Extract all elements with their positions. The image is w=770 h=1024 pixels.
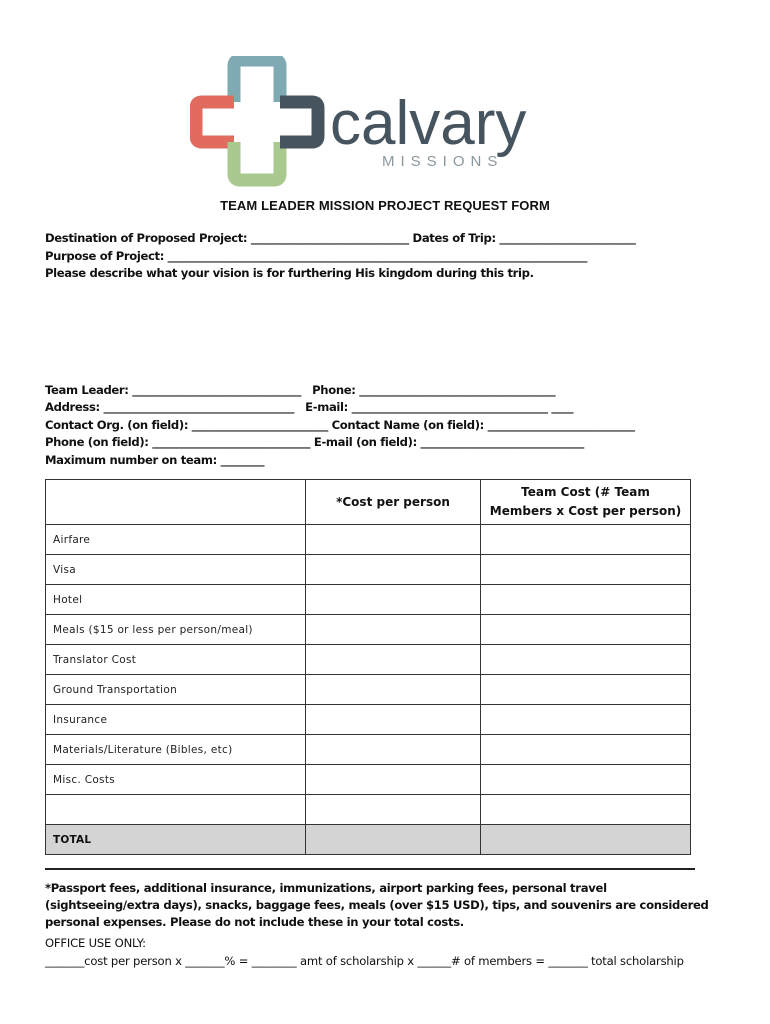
scholarship-calculation-line[interactable]: _______cost per person x _______% = ________ amt of scholarship x ______# of members = _______ total scholarship [45,954,684,968]
logo-cross-right-icon [280,102,318,142]
team-cost-cell[interactable] [481,585,691,615]
row-label: Hotel [46,585,306,615]
row-label: Translator Cost [46,645,306,675]
cost-cell[interactable] [306,645,481,675]
team-cost-cell[interactable] [481,555,691,585]
total-label: TOTAL [46,825,306,855]
team-cost-cell[interactable] [481,765,691,795]
office-use-section [45,934,710,970]
contact-org-name-line[interactable]: Contact Org. (on field): _________________________ Contact Name (on field): ___________________________ [45,418,635,432]
vision-answer-area[interactable] [45,285,695,380]
purpose-line[interactable]: Purpose of Project: _____________________________________________________________________________ [45,249,588,263]
field-phone-email-line[interactable]: Phone (on field): _____________________________ E-mail (on field): ______________________________ [45,435,584,449]
logo-cross-top-icon [234,60,280,102]
team-cost-cell[interactable] [481,795,691,825]
cost-cell[interactable] [306,765,481,795]
table-row [46,735,691,765]
logo-brand-text: calvary [330,89,527,158]
address-email-line[interactable]: Address: ___________________________________ E-mail: ____________________________________ ____ [45,400,574,414]
divider [45,868,695,870]
total-row [46,825,691,855]
row-label[interactable] [46,795,306,825]
personal-expenses-note: *Passport fees, additional insurance, immunizations, airport parking fees, personal travel (sightseeing/extra days), snacks, baggage fees, meals (over $15 USD), tips, and souvenirs are considered personal expenses. Please do not include these in your total costs. [45,881,709,929]
table-row [46,525,691,555]
row-label: Ground Transportation [46,675,306,705]
logo-subtitle-text: MISSIONS [382,153,504,170]
cost-table [45,479,691,855]
row-label: Misc. Costs [46,765,306,795]
cost-cell[interactable] [306,705,481,735]
row-label: Meals ($15 or less per person/meal) [46,615,306,645]
team-cost-cell[interactable] [481,675,691,705]
row-label: Insurance [46,705,306,735]
team-cost-cell[interactable] [481,645,691,675]
header-blank [46,480,306,525]
team-cost-cell[interactable] [481,705,691,735]
team-cost-cell[interactable] [481,735,691,765]
row-label: Visa [46,555,306,585]
cost-cell[interactable] [306,615,481,645]
logo-cross-bottom-icon [234,142,280,180]
team-leader-phone-line[interactable]: Team Leader: _______________________________ Phone: ____________________________________ [45,383,556,397]
cost-cell[interactable] [306,585,481,615]
table-row [46,705,691,735]
total-cost-cell[interactable] [306,825,481,855]
team-cost-cell[interactable] [481,525,691,555]
table-row [46,675,691,705]
team-cost-cell[interactable] [481,615,691,645]
cost-cell[interactable] [306,675,481,705]
calvary-missions-logo [190,56,590,188]
table-row [46,555,691,585]
table-row [46,795,691,825]
table-row [46,645,691,675]
table-row [46,615,691,645]
office-use-heading: OFFICE USE ONLY: [45,936,146,950]
row-label: Materials/Literature (Bibles, etc) [46,735,306,765]
cost-cell[interactable] [306,555,481,585]
logo-cross-left-icon [196,102,234,142]
cost-cell[interactable] [306,735,481,765]
row-label: Airfare [46,525,306,555]
total-team-cost-cell[interactable] [481,825,691,855]
table-row [46,585,691,615]
vision-prompt: Please describe what your vision is for furthering His kingdom during this trip. [45,266,534,280]
destination-dates-line[interactable]: Destination of Proposed Project: _____________________________ Dates of Trip: _________________________ [45,231,636,245]
cost-cell[interactable] [306,525,481,555]
header-team-cost: Team Cost (# Team Members x Cost per person) [481,480,691,525]
max-team-line[interactable]: Maximum number on team: ________ [45,453,265,467]
cost-cell[interactable] [306,795,481,825]
header-cost-per-person: *Cost per person [306,480,481,525]
table-row [46,765,691,795]
form-title: TEAM LEADER MISSION PROJECT REQUEST FORM [220,198,550,213]
table-header-row [46,480,691,525]
